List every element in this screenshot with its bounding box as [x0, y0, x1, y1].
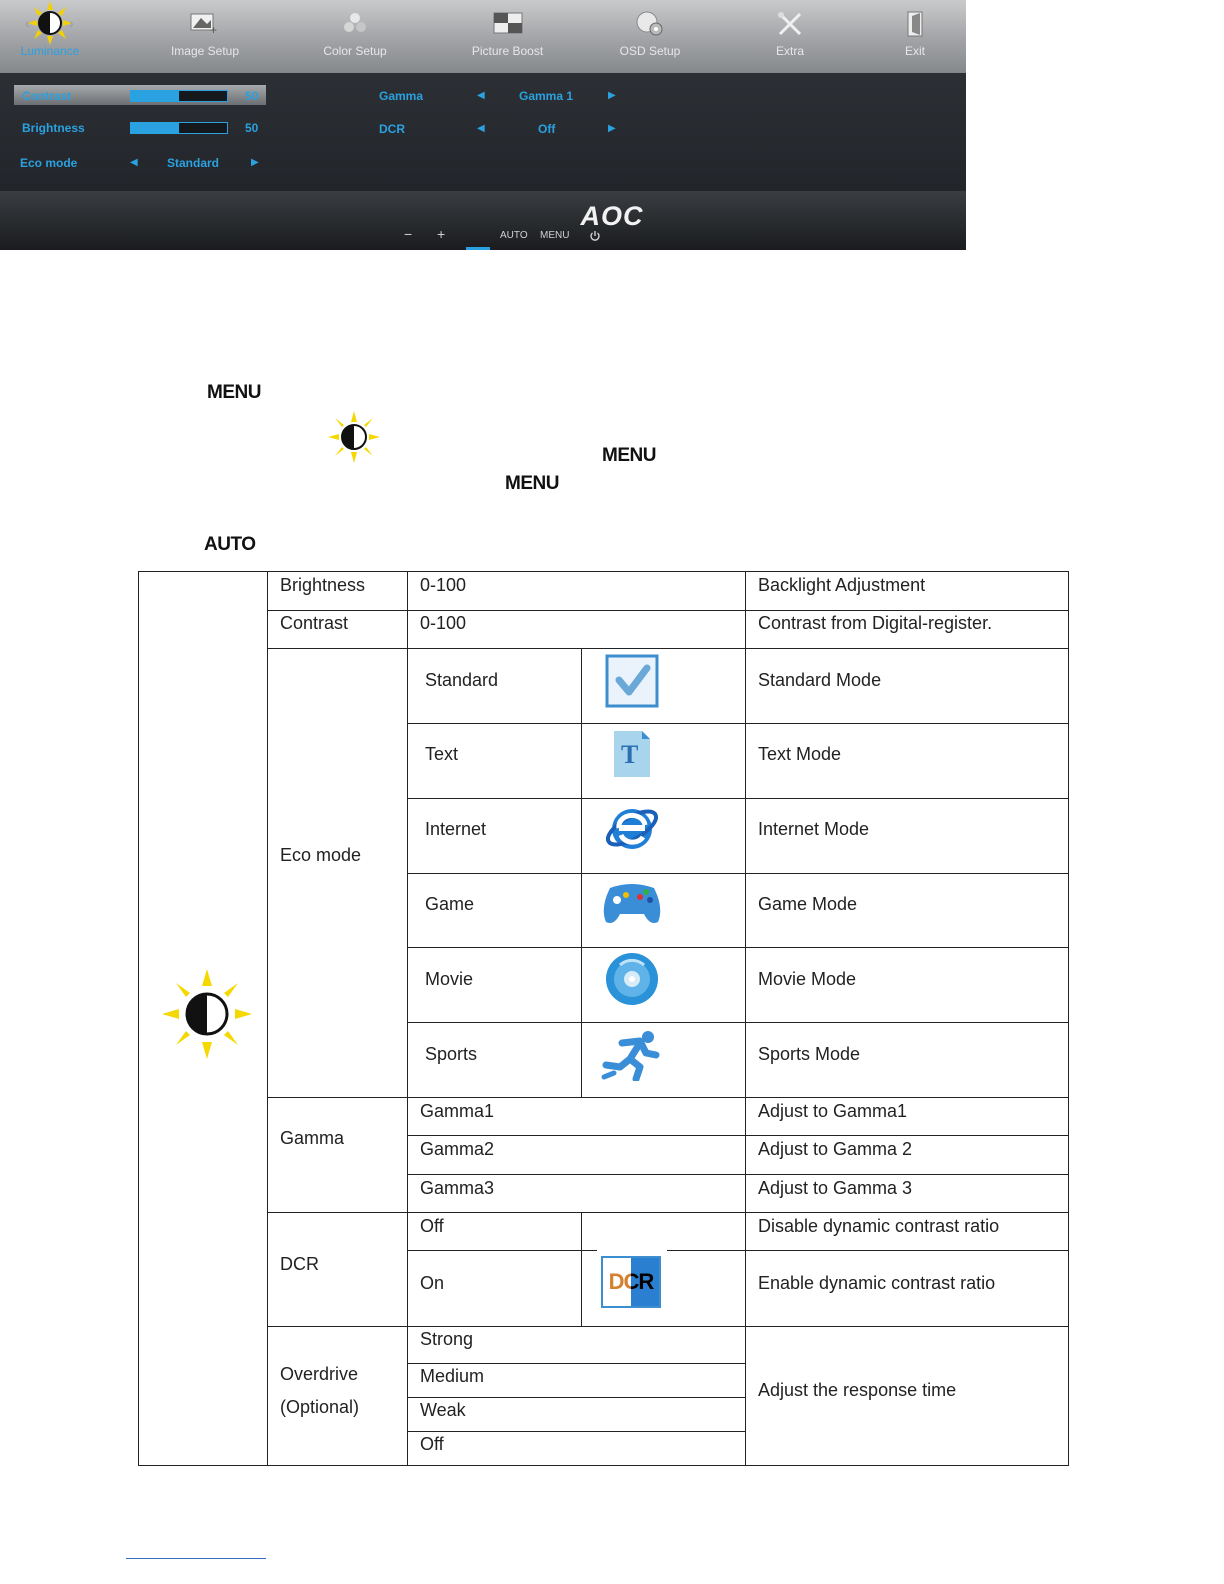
- osd-dcr-label[interactable]: DCR: [379, 122, 405, 136]
- dcr-name: DCR: [280, 1254, 319, 1274]
- table-line: [138, 571, 1069, 572]
- eco-sports-name: Sports: [425, 1044, 478, 1064]
- table-line: [1068, 571, 1069, 1466]
- table-line: [407, 1431, 745, 1432]
- caption-auto: AUTO: [204, 534, 256, 555]
- contrast-name: Contrast: [280, 613, 349, 633]
- svg-text:›: ›: [69, 15, 74, 31]
- osd-gamma-right-arrow-icon[interactable]: ▶: [608, 90, 616, 101]
- tab-exit[interactable]: [885, 0, 945, 73]
- dcr-on-desc: Enable dynamic contrast ratio: [758, 1273, 996, 1293]
- osd-dcr-right-arrow-icon[interactable]: ▶: [608, 123, 616, 134]
- tab-picture-boost[interactable]: [450, 0, 565, 73]
- table-line: [407, 873, 1069, 874]
- menu-button[interactable]: MENU: [540, 230, 570, 241]
- dcr-icon: [601, 1256, 661, 1308]
- osd-eco-mode-label[interactable]: Eco mode: [20, 156, 78, 170]
- table-line: [407, 1135, 1069, 1136]
- tab-osd-setup[interactable]: [600, 0, 700, 73]
- osd-gamma-label[interactable]: Gamma: [379, 89, 424, 103]
- osd-indicator-light: [466, 247, 490, 250]
- luminance-icon: [162, 969, 252, 1059]
- luminance-icon: [328, 411, 380, 463]
- gamma1-desc: Adjust to Gamma1: [758, 1101, 908, 1121]
- table-line: [267, 571, 268, 1466]
- osd-screenshot: [0, 0, 966, 250]
- auto-button[interactable]: AUTO: [500, 230, 528, 241]
- svg-text:+: +: [210, 23, 218, 36]
- exit-icon: [902, 10, 928, 38]
- eco-internet-desc: Internet Mode: [758, 819, 870, 839]
- caption-menu-1: MENU: [207, 382, 261, 403]
- dcr-off-name: Off: [420, 1216, 444, 1236]
- gamma-name: Gamma: [280, 1128, 345, 1148]
- contrast-desc: Contrast from Digital-register.: [758, 613, 993, 633]
- table-line: [407, 1397, 745, 1398]
- eco-game-name: Game: [425, 894, 475, 914]
- checkbox-icon: [605, 654, 659, 708]
- overdrive-off: Off: [420, 1434, 444, 1454]
- image-setup-icon: [189, 10, 221, 36]
- eco-movie-desc: Movie Mode: [758, 969, 857, 989]
- disc-icon: [604, 951, 660, 1007]
- osd-dcr-left-arrow-icon[interactable]: ◀: [477, 123, 485, 134]
- osd-brightness-slider[interactable]: [130, 122, 228, 134]
- footer-rule: [126, 1558, 266, 1559]
- gamma3-name: Gamma3: [420, 1178, 495, 1198]
- eco-movie-name: Movie: [425, 969, 474, 989]
- gamepad-icon: [600, 878, 664, 928]
- table-line: [407, 1363, 745, 1364]
- table-line: [745, 571, 746, 1466]
- osd-eco-right-arrow-icon[interactable]: ▶: [251, 157, 259, 168]
- table-line: [267, 1326, 1069, 1327]
- table-line: [407, 798, 1069, 799]
- eco-internet-name: Internet: [425, 819, 487, 839]
- minus-button[interactable]: −: [404, 226, 413, 242]
- table-line: [267, 610, 1069, 611]
- eco-text-desc: Text Mode: [758, 744, 842, 764]
- svg-text:‹: ‹: [25, 15, 30, 31]
- osd-eco-left-arrow-icon[interactable]: ◀: [130, 157, 138, 168]
- eco-standard-desc: Standard Mode: [758, 670, 882, 690]
- gamma3-desc: Adjust to Gamma 3: [758, 1178, 913, 1198]
- svg-text:T: T: [621, 740, 639, 769]
- table-line: [581, 1212, 582, 1326]
- osd-setup-icon: [634, 10, 666, 38]
- table-line: [667, 1250, 1069, 1251]
- tab-luminance[interactable]: [10, 0, 90, 73]
- tab-image-setup[interactable]: [150, 0, 260, 73]
- osd-contrast-label[interactable]: Contrast: [22, 89, 72, 103]
- tab-image-setup-label: Image Setup: [170, 44, 240, 58]
- tab-extra-label: Extra: [775, 44, 804, 58]
- dcr-off-desc: Disable dynamic contrast ratio: [758, 1216, 1000, 1236]
- osd-brightness-value: 50: [245, 121, 259, 135]
- osd-brightness-label[interactable]: Brightness: [22, 121, 85, 135]
- text-document-icon: [612, 729, 652, 779]
- dcr-icon-text: DCR: [608, 1269, 654, 1294]
- overdrive-name: Overdrive: [280, 1364, 359, 1384]
- dcr-on-name: On: [420, 1273, 445, 1293]
- table-line: [407, 571, 408, 1466]
- gamma2-name: Gamma2: [420, 1139, 495, 1159]
- table-line: [407, 723, 1069, 724]
- contrast-range: 0-100: [420, 613, 467, 633]
- osd-eco-mode-value: Standard: [167, 156, 220, 170]
- table-line: [138, 571, 139, 1466]
- color-setup-icon: [341, 10, 369, 36]
- table-line: [407, 1250, 597, 1251]
- luminance-settings-table: [138, 571, 1069, 1466]
- power-icon[interactable]: [589, 230, 601, 242]
- extra-icon: [775, 10, 805, 38]
- caption-menu-3: MENU: [505, 473, 559, 494]
- internet-explorer-icon: [603, 799, 661, 857]
- osd-gamma-left-arrow-icon[interactable]: ◀: [477, 90, 485, 101]
- tab-extra[interactable]: [750, 0, 830, 73]
- eco-mode-name: Eco mode: [280, 845, 362, 865]
- tab-luminance-label: Luminance: [20, 44, 80, 58]
- table-line: [407, 1022, 1069, 1023]
- overdrive-medium: Medium: [420, 1366, 485, 1386]
- brightness-range: 0-100: [420, 575, 467, 595]
- plus-button[interactable]: +: [437, 226, 446, 242]
- osd-dcr-value: Off: [538, 122, 556, 136]
- tab-color-setup-label: Color Setup: [323, 44, 387, 58]
- overdrive-desc: Adjust the response time: [758, 1380, 957, 1400]
- table-line: [407, 947, 1069, 948]
- osd-contrast-slider[interactable]: [130, 90, 228, 102]
- eco-game-desc: Game Mode: [758, 894, 858, 914]
- osd-contrast-fill: [131, 91, 179, 101]
- tab-exit-label: Exit: [904, 44, 925, 58]
- table-line: [267, 1212, 1069, 1213]
- runner-icon: [600, 1029, 664, 1081]
- osd-gamma-value: Gamma 1: [519, 89, 574, 103]
- table-line: [407, 1174, 1069, 1175]
- luminance-icon: [25, 1, 75, 45]
- tab-color-setup[interactable]: [300, 0, 410, 73]
- overdrive-optional: (Optional): [280, 1397, 360, 1417]
- eco-text-name: Text: [425, 744, 459, 764]
- eco-standard-name: Standard: [425, 670, 499, 690]
- gamma1-name: Gamma1: [420, 1101, 495, 1121]
- aoc-logo: AOC: [580, 201, 644, 231]
- osd-contrast-value: 50: [245, 89, 259, 103]
- tab-picture-boost-label: Picture Boost: [471, 44, 544, 58]
- brightness-desc: Backlight Adjustment: [758, 575, 926, 595]
- table-line: [267, 1097, 1069, 1098]
- tab-osd-setup-label: OSD Setup: [619, 44, 681, 58]
- table-line: [267, 648, 1069, 649]
- overdrive-strong: Strong: [420, 1329, 474, 1349]
- gamma2-desc: Adjust to Gamma 2: [758, 1139, 913, 1159]
- table-line: [138, 1465, 1069, 1466]
- caption-menu-2: MENU: [602, 445, 656, 466]
- brightness-name: Brightness: [280, 575, 366, 595]
- picture-boost-icon: [492, 10, 524, 36]
- eco-sports-desc: Sports Mode: [758, 1044, 861, 1064]
- osd-brightness-fill: [131, 123, 179, 133]
- overdrive-weak: Weak: [420, 1400, 466, 1420]
